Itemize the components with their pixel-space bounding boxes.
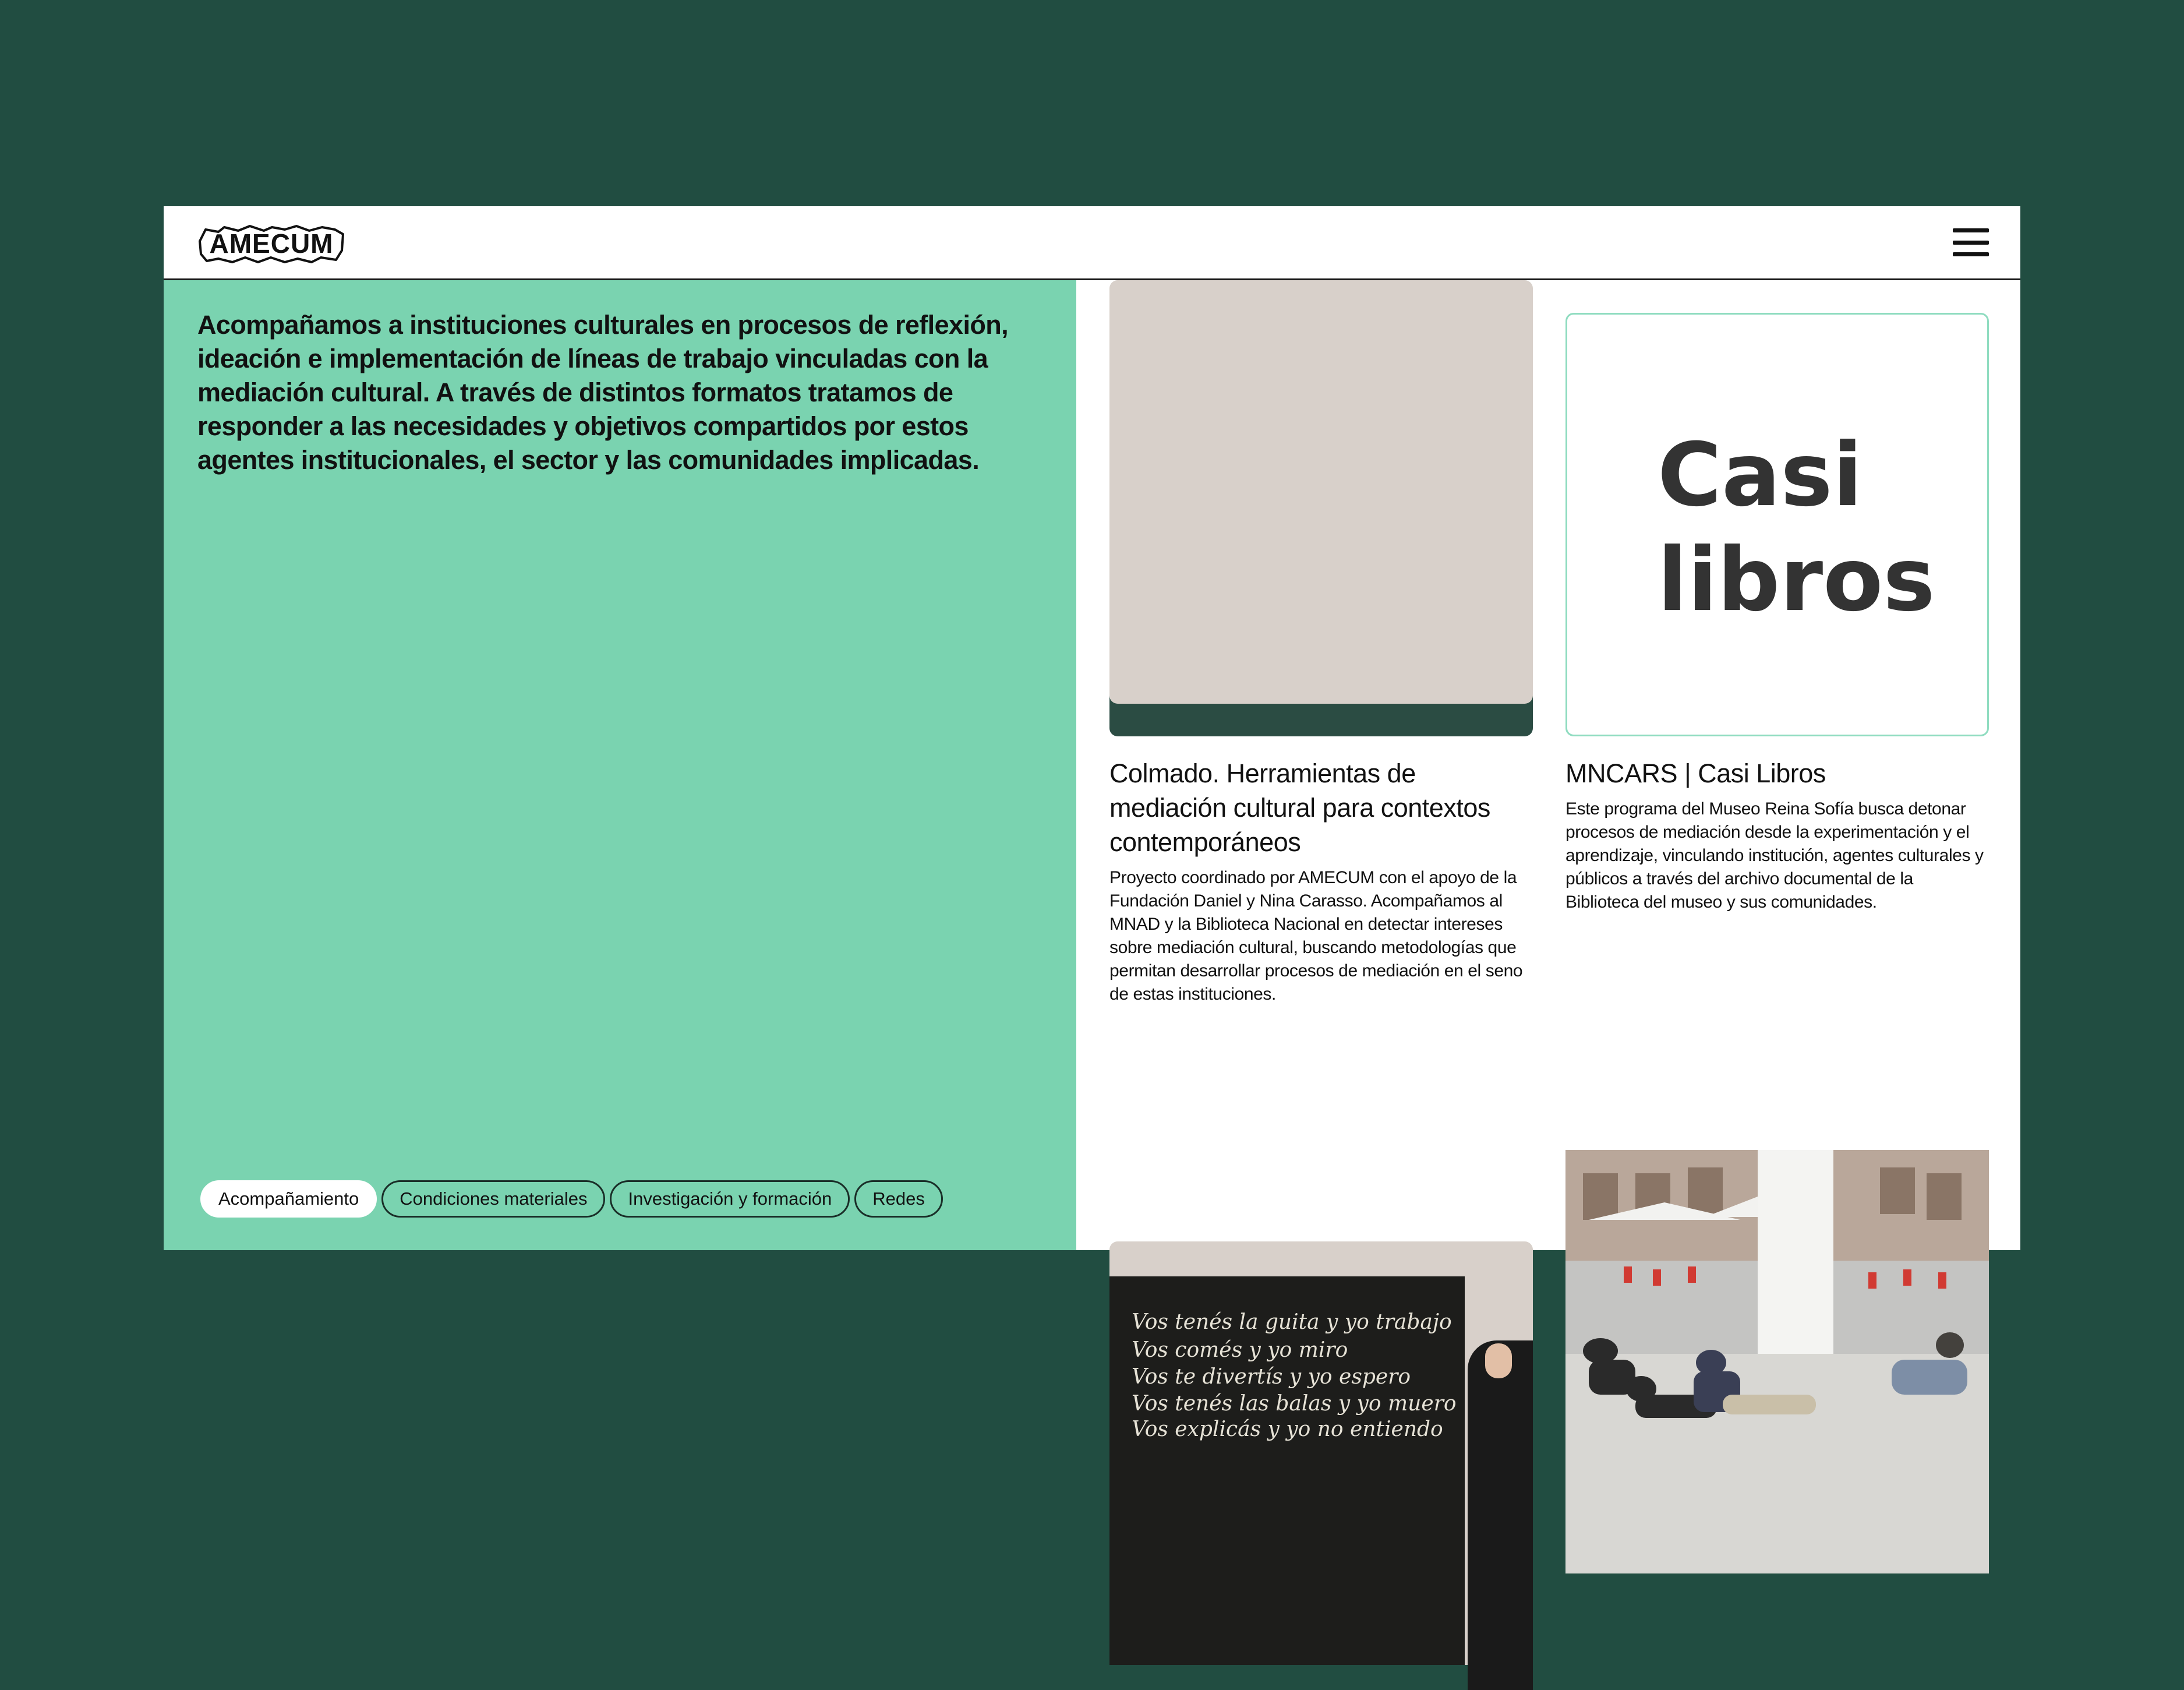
tag-investigacion-formacion[interactable]: Investigación y formación <box>610 1180 850 1218</box>
chalkboard <box>1109 1276 1465 1665</box>
hamburger-menu-icon[interactable] <box>1953 226 1989 259</box>
logo-text: AMECUM <box>209 228 334 259</box>
intro-text: Acompañamos a instituciones culturales en procesos de reflexión, ideación e implementación de líneas de trabajo vinculadas con la mediación cultural. A través de distintos formatos tratamos de responder a las necesidades y objetivos compartidos por estos agentes institucionales, el sector y las comunidades implicadas. <box>197 310 1009 475</box>
board-line: Vos explicás y yo no entiendo <box>1132 1417 1443 1441</box>
card-description: Proyecto coordinado por AMECUM con el apoyo de la Fundación Daniel y Nina Carasso. Acompañamos al MNAD y la Biblioteca Nacional en detectar intereses sobre mediación cultural, buscando metodologías que permitan desarrollar procesos de mediación en el seno de estas instituciones. <box>1109 868 1523 1004</box>
amecum-logo[interactable] <box>197 224 345 264</box>
board-line: Vos tenés las balas y yo muero <box>1132 1392 1457 1416</box>
person-silhouette <box>1468 1340 1533 1690</box>
project-card-casi-libros[interactable] <box>1565 313 1989 914</box>
board-line: Vos comés y yo miro <box>1132 1338 1348 1362</box>
card-title[interactable]: Colmado. Herramientas de mediación cultural para contextos contemporáneos <box>1109 758 1490 857</box>
terrace-photo[interactable] <box>1565 1150 1989 1573</box>
board-line: Vos tenés la guita y yo trabajo <box>1132 1310 1452 1334</box>
card-description: Este programa del Museo Reina Sofía busca detonar procesos de mediación desde la experimentación y el aprendizaje, vinculando institución, agentes culturales y públicos a través del archivo documental de la Biblioteca del museo y sus comunidades. <box>1565 799 1984 912</box>
intro-panel <box>164 280 1076 1250</box>
tag-acompanamiento[interactable]: Acompañamiento <box>200 1180 377 1218</box>
app-window <box>164 206 2020 1441</box>
project-grid <box>1076 280 2020 1441</box>
tag-condiciones-materiales[interactable]: Condiciones materiales <box>381 1180 605 1218</box>
chalkboard-image[interactable] <box>1109 1241 1533 1665</box>
tag-redes[interactable]: Redes <box>854 1180 943 1218</box>
category-tags <box>200 1180 943 1218</box>
board-line: Vos te divertís y yo espero <box>1132 1365 1411 1389</box>
casi-libros-image[interactable] <box>1565 313 1989 736</box>
casi-libros-wordmark: Casi libros <box>1658 425 1935 631</box>
card-title[interactable]: MNCARS | Casi Libros <box>1565 758 1826 788</box>
top-bar <box>164 206 2020 280</box>
